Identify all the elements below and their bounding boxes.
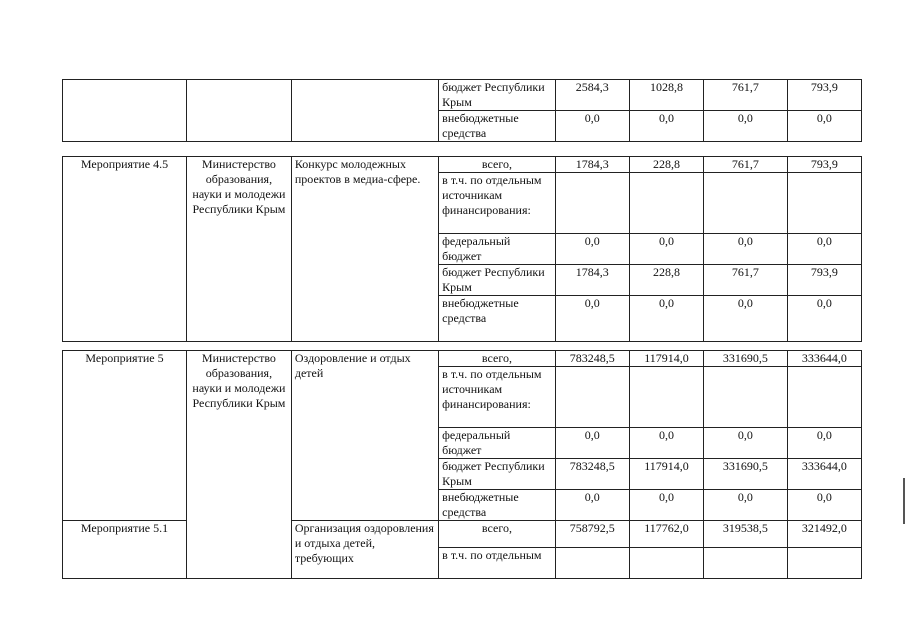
funding-source-cell: внебюджетные средства (439, 111, 556, 142)
funding-source-cell: внебюджетные средства (439, 296, 556, 342)
funding-source-cell: бюджет Республики Крым (439, 265, 556, 296)
event-cell: Мероприятие 4.5 (63, 157, 187, 342)
value-cell: 0,0 (787, 296, 861, 342)
sub-event-cell: Мероприятие 5.1 (63, 521, 187, 579)
value-cell: 0,0 (787, 490, 861, 521)
executor-cell: Министерство образования, науки и молодежи Республики Крым (186, 351, 291, 579)
value-cell (629, 367, 703, 428)
value-cell: 1784,3 (555, 265, 629, 296)
funding-source-cell: в т.ч. по отдельным источникам финансирования: (439, 367, 556, 428)
value-cell: 0,0 (629, 490, 703, 521)
value-cell: 0,0 (787, 428, 861, 459)
value-cell (787, 367, 861, 428)
event-name-cell: Конкурс молодежных проектов в медиа-сфере. (291, 157, 438, 342)
event-name-cell (291, 80, 438, 142)
value-cell: 0,0 (704, 296, 788, 342)
funding-source-cell: в т.ч. по отдельным источникам финансирования: (439, 173, 556, 234)
value-cell: 0,0 (555, 428, 629, 459)
funding-source-cell: федеральный бюджет (439, 428, 556, 459)
value-cell (629, 548, 703, 579)
funding-source-cell: всего, (439, 351, 556, 367)
event-cell: Мероприятие 5 (63, 351, 187, 521)
value-cell: 793,9 (787, 80, 861, 111)
value-cell: 1028,8 (629, 80, 703, 111)
value-cell: 0,0 (629, 428, 703, 459)
value-cell: 793,9 (787, 265, 861, 296)
value-cell: 333644,0 (787, 351, 861, 367)
event-cell (63, 80, 187, 142)
funding-source-cell: всего, (439, 521, 556, 548)
funding-source-cell: бюджет Республики Крым (439, 80, 556, 111)
value-cell: 0,0 (704, 234, 788, 265)
value-cell (629, 173, 703, 234)
value-cell: 0,0 (787, 111, 861, 142)
value-cell (555, 173, 629, 234)
value-cell: 331690,5 (704, 459, 788, 490)
value-cell (704, 173, 788, 234)
value-cell: 0,0 (629, 296, 703, 342)
value-cell (704, 367, 788, 428)
value-cell: 783248,5 (555, 459, 629, 490)
value-cell: 0,0 (555, 111, 629, 142)
funding-source-cell: федеральный бюджет (439, 234, 556, 265)
value-cell: 321492,0 (787, 521, 861, 548)
funding-table-block-3 (62, 350, 862, 579)
value-cell: 783248,5 (555, 351, 629, 367)
value-cell: 117914,0 (629, 459, 703, 490)
funding-source-cell: бюджет Республики Крым (439, 459, 556, 490)
funding-table-block-1 (62, 79, 862, 142)
value-cell: 0,0 (555, 296, 629, 342)
value-cell (555, 367, 629, 428)
sub-event-name-cell: Организация оздоровления и отдыха детей, требующих (291, 521, 438, 579)
value-cell: 0,0 (629, 111, 703, 142)
funding-table-block-2 (62, 156, 862, 342)
value-cell: 0,0 (555, 490, 629, 521)
value-cell: 2584,3 (555, 80, 629, 111)
value-cell: 0,0 (704, 428, 788, 459)
value-cell: 793,9 (787, 157, 861, 173)
value-cell (787, 173, 861, 234)
funding-source-cell: в т.ч. по отдельным (439, 548, 556, 579)
executor-cell (186, 80, 291, 142)
executor-cell: Министерство образования, науки и молодежи Республики Крым (186, 157, 291, 342)
value-cell: 761,7 (704, 265, 788, 296)
value-cell: 319538,5 (704, 521, 788, 548)
table-row (63, 80, 862, 111)
value-cell: 761,7 (704, 157, 788, 173)
value-cell: 1784,3 (555, 157, 629, 173)
value-cell (555, 548, 629, 579)
funding-source-cell: внебюджетные средства (439, 490, 556, 521)
event-name-cell: Оздоровление и отдых детей (291, 351, 438, 521)
value-cell: 228,8 (629, 157, 703, 173)
value-cell: 228,8 (629, 265, 703, 296)
value-cell: 0,0 (704, 111, 788, 142)
value-cell: 0,0 (629, 234, 703, 265)
value-cell: 0,0 (787, 234, 861, 265)
value-cell: 0,0 (704, 490, 788, 521)
value-cell: 117914,0 (629, 351, 703, 367)
value-cell (787, 548, 861, 579)
value-cell: 117762,0 (629, 521, 703, 548)
value-cell: 0,0 (555, 234, 629, 265)
value-cell: 758792,5 (555, 521, 629, 548)
value-cell: 761,7 (704, 80, 788, 111)
value-cell (704, 548, 788, 579)
table-row (63, 351, 862, 367)
funding-source-cell: всего, (439, 157, 556, 173)
value-cell: 333644,0 (787, 459, 861, 490)
table-row (63, 157, 862, 173)
value-cell: 331690,5 (704, 351, 788, 367)
table-row (63, 521, 862, 548)
